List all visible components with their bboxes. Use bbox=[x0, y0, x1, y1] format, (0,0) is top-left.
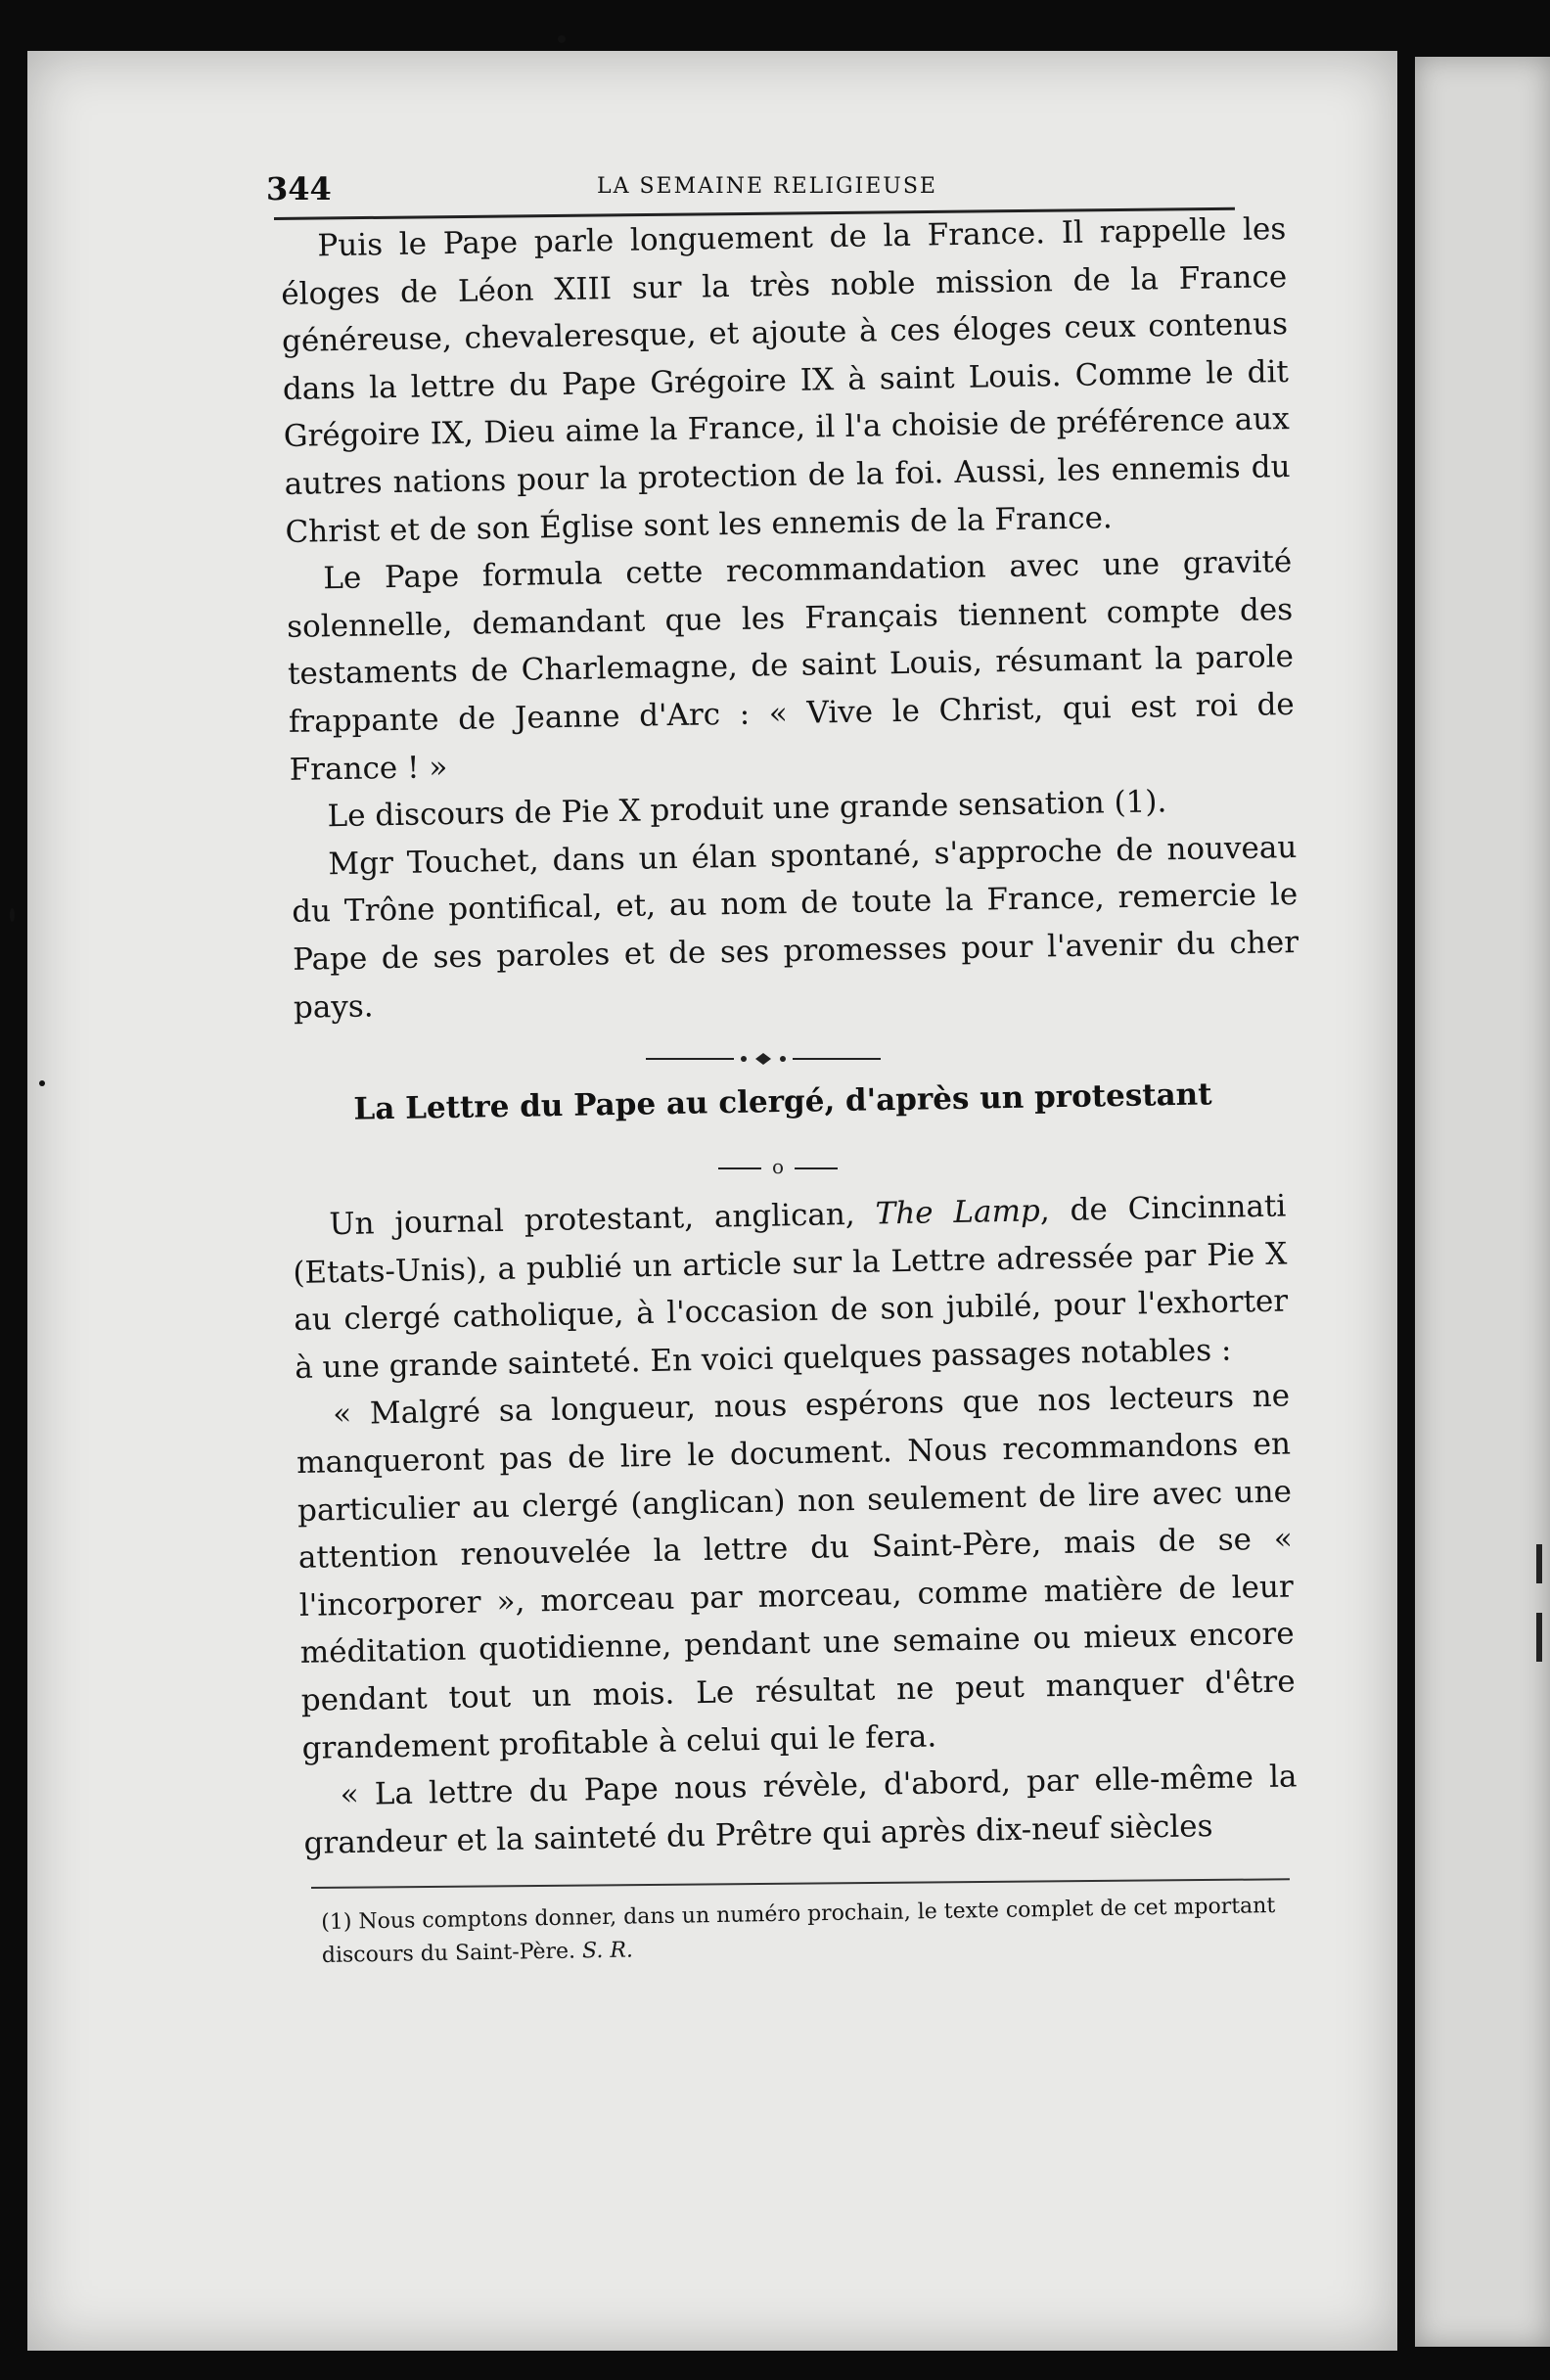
text-run: , de Cincinnati (Etats-Unis), a publié un article sur la Lettre adressée par Pie X au clergé catholique, à l'occasion de son jubilé, pour l'exhorter à une grande sainteté. En voici quelques passages notables : bbox=[293, 1188, 1289, 1386]
paragraph: Mgr Touchet, dans un élan spontané, s'approche de nouveau du Trône pontifical, et, au nom de toute la France, remercie le Pape de ses paroles et de ses promesses pour l'avenir du cher pays. bbox=[291, 829, 1299, 1026]
section-title: La Lettre du Pape au clergé, d'après un protestant bbox=[353, 1076, 1212, 1127]
edge-mark bbox=[1536, 1613, 1542, 1662]
page-header bbox=[235, 157, 1253, 207]
footnote-text: (1) Nous comptons donner, dans un numéro prochain, le texte complet de cet mportant discours du Saint-Père. bbox=[321, 1893, 1276, 1968]
title-separator: o bbox=[714, 1155, 842, 1178]
paragraph: Puis le Pape parle longuement de la France. Il rappelle les éloges de Léon XIII sur la très noble mission de la France généreuse, chevaleresque, et ajoute à ces éloges ceux contenus dans la lettre du Pape Grégoire IX à saint Louis. Comme le dit Grégoire IX, Dieu aime la France, il l'a choisie de préférence aux autres nations pour la protection de la foi. Aussi, les ennemis du Christ et de son Église sont les ennemis de la France. bbox=[280, 211, 1291, 550]
footnote-signature: S. R. bbox=[581, 1938, 634, 1964]
section-1-text bbox=[280, 206, 1299, 1031]
dust-speck bbox=[10, 908, 15, 922]
journal-name: The Lamp bbox=[875, 1193, 1041, 1232]
page-number: 344 bbox=[266, 170, 332, 207]
adjacent-page-edge bbox=[1415, 57, 1550, 2347]
paragraph: « Malgré sa longueur, nous espérons que nos lecteurs ne manqueront pas de lire le document. Nous recommandons en particulier au clergé (anglican) non seulement de lire avec une attention renouvelée la lettre du Saint-Père, mais de se « l'incorporer », morceau par morceau, comme matière de leur méditation quotidienne, pendant une semaine ou mieux encore pendant tout un mois. Le résultat ne peut manquer d'être grandement profitable à celui qui le fera. bbox=[296, 1378, 1296, 1766]
dust-speck bbox=[39, 1080, 45, 1086]
dust-speck bbox=[558, 35, 566, 43]
text-run: Un journal protestant, anglican, bbox=[329, 1196, 876, 1243]
paragraph: « La lettre du Pape nous révèle, d'abord, par elle-même la grandeur et la sainteté du Prêtre qui après dix-neuf siècles bbox=[303, 1759, 1298, 1861]
paragraph: Le Pape formula cette recommandation avec une gravité solennelle, demandant que les Français tiennent compte des testaments de Charlemagne, de saint Louis, résumant la parole frappante de Jeanne d'Arc : « Vive le Christ, qui est roi de France ! » bbox=[286, 544, 1296, 788]
paragraph bbox=[292, 1182, 1290, 1392]
edge-mark bbox=[1536, 1544, 1542, 1583]
section-ornament bbox=[646, 1049, 881, 1069]
paragraph: Le discours de Pie X produit une grande sensation (1). bbox=[327, 784, 1167, 835]
running-title: LA SEMAINE RELIGIEUSE bbox=[597, 174, 937, 199]
section-2-text bbox=[292, 1182, 1299, 1867]
